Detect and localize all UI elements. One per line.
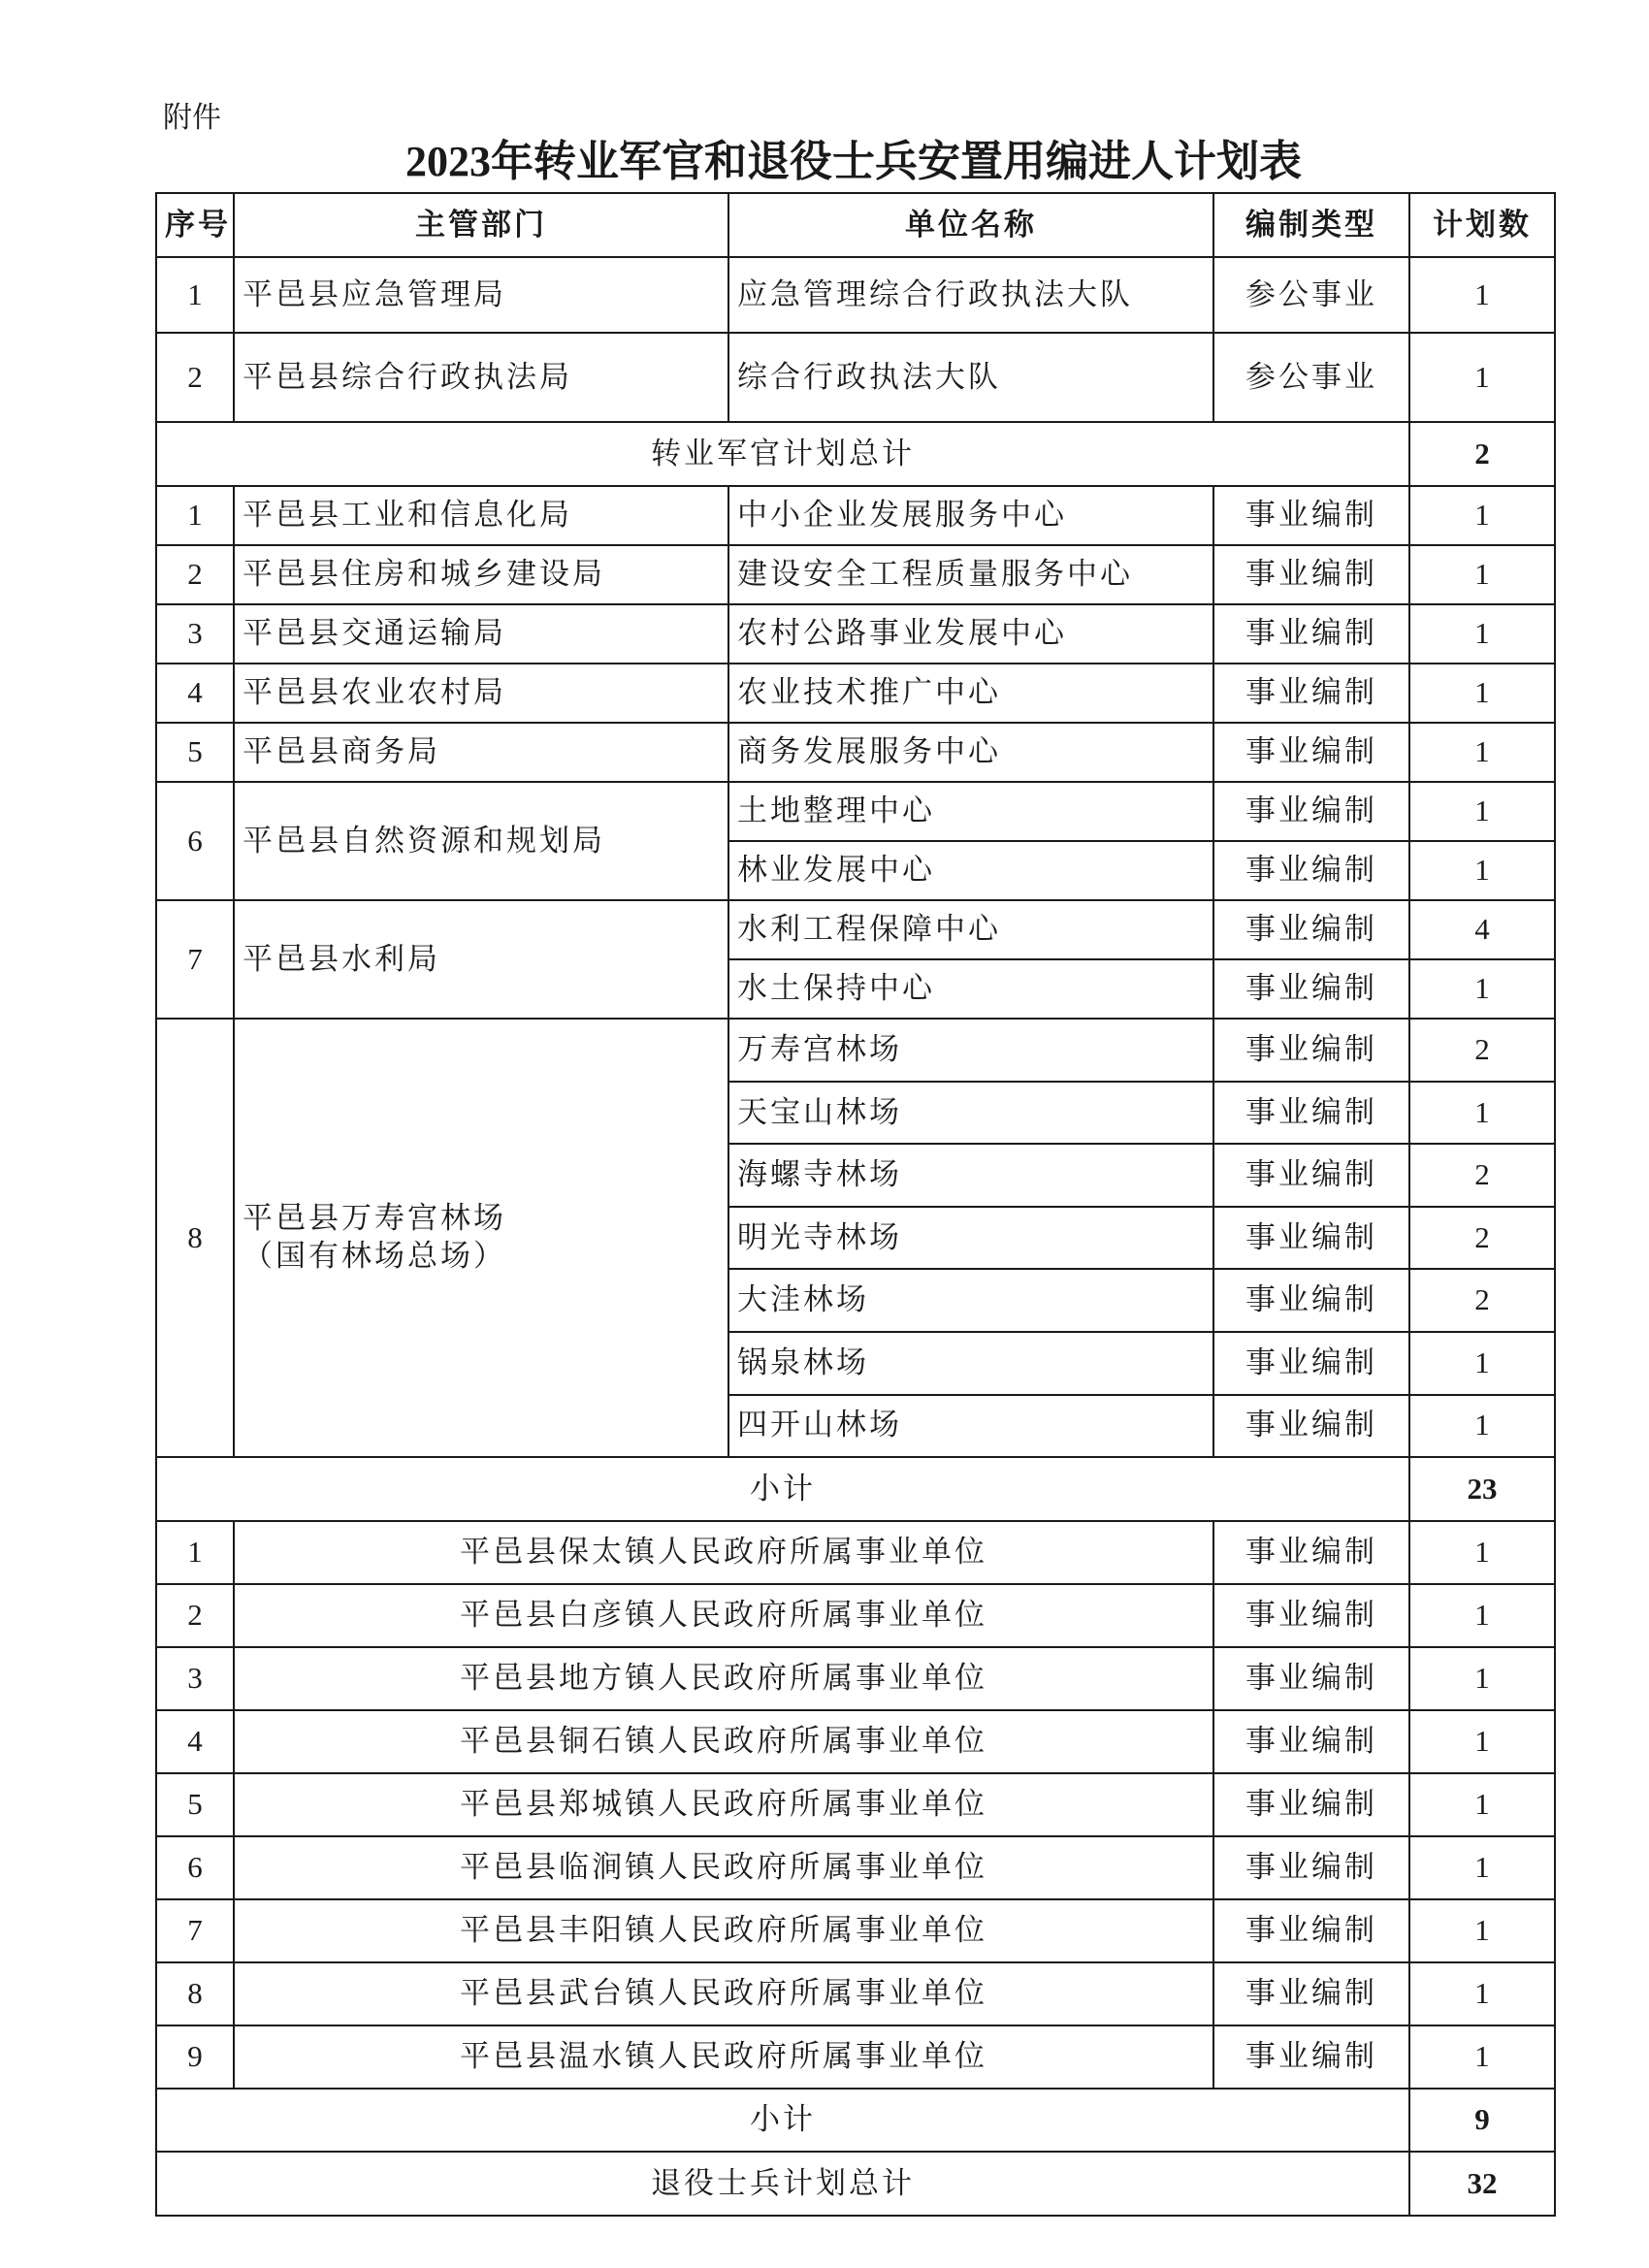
row-unit: 海螺寺林场 [728,1144,1213,1207]
row-type: 事业编制 [1213,1710,1409,1773]
table-row [156,1899,1555,1962]
subtotal-value: 9 [1409,2089,1555,2152]
row-count: 1 [1409,723,1555,782]
row-seq: 1 [156,1521,234,1584]
row-unit: 平邑县温水镇人民政府所属事业单位 [234,2025,1213,2089]
row-count: 2 [1409,1019,1555,1082]
row-count: 1 [1409,1082,1555,1145]
row-type: 事业编制 [1213,1144,1409,1207]
row-count: 1 [1409,1899,1555,1962]
row-count: 1 [1409,1395,1555,1458]
header-type: 编制类型 [1213,193,1409,257]
row-seq: 7 [156,1899,234,1962]
total-row [156,2152,1555,2216]
officers-total-label: 转业军官计划总计 [156,422,1409,486]
row-count: 1 [1409,1647,1555,1710]
row-unit: 大洼林场 [728,1269,1213,1332]
row-dept [234,782,728,900]
row-seq: 1 [156,257,234,333]
row-count: 2 [1409,1207,1555,1270]
row-type: 事业编制 [1213,959,1409,1019]
table-row [156,1019,1555,1082]
soldiers-total-value: 32 [1409,2152,1555,2216]
subtotal-row [156,1457,1555,1521]
row-unit: 土地整理中心 [728,782,1213,841]
row-unit: 平邑县武台镇人民政府所属事业单位 [234,1962,1213,2025]
row-type: 事业编制 [1213,1836,1409,1899]
dept-name: 平邑县交通运输局 [242,616,506,652]
table-row [156,900,1555,959]
row-type: 事业编制 [1213,1521,1409,1584]
row-unit: 平邑县铜石镇人民政府所属事业单位 [234,1710,1213,1773]
row-dept: 平邑县综合行政执法局 [234,333,728,422]
row-seq: 5 [156,1773,234,1836]
table-row [156,486,1555,545]
dept-name: 平邑县万寿宫林场 [242,1201,506,1237]
row-type: 事业编制 [1213,486,1409,545]
row-type: 参公事业 [1213,333,1409,422]
row-dept [234,664,728,723]
row-count: 2 [1409,1269,1555,1332]
table-row [156,664,1555,723]
plan-table [155,192,1556,2217]
row-unit: 商务发展服务中心 [728,723,1213,782]
row-seq: 3 [156,1647,234,1710]
table-header-row [156,193,1555,257]
table-row [156,782,1555,841]
row-count: 1 [1409,1521,1555,1584]
row-count: 1 [1409,959,1555,1019]
row-dept [234,900,728,1019]
row-count: 1 [1409,604,1555,664]
table-row [156,1773,1555,1836]
row-type: 事业编制 [1213,900,1409,959]
row-type: 事业编制 [1213,1584,1409,1647]
row-count: 1 [1409,1962,1555,2025]
row-type: 事业编制 [1213,1332,1409,1395]
row-count: 1 [1409,1710,1555,1773]
row-type: 事业编制 [1213,664,1409,723]
row-count: 1 [1409,1773,1555,1836]
row-seq: 9 [156,2025,234,2089]
attachment-label: 附件 [163,101,221,135]
row-dept [234,723,728,782]
table-row [156,1584,1555,1647]
dept-name: 平邑县商务局 [242,734,440,770]
table-row [156,545,1555,604]
row-seq: 4 [156,1710,234,1773]
row-count: 1 [1409,1332,1555,1395]
row-type: 事业编制 [1213,782,1409,841]
row-unit: 农村公路事业发展中心 [728,604,1213,664]
dept-name: 平邑县住房和城乡建设局 [242,557,605,593]
subtotal-row [156,2089,1555,2152]
row-unit: 中小企业发展服务中心 [728,486,1213,545]
row-seq: 2 [156,333,234,422]
row-count: 1 [1409,333,1555,422]
row-dept [234,604,728,664]
table-row [156,257,1555,333]
row-seq: 6 [156,1836,234,1899]
row-type: 事业编制 [1213,1395,1409,1458]
row-unit: 水土保持中心 [728,959,1213,1019]
dept-name: 平邑县自然资源和规划局 [242,823,605,859]
row-type: 事业编制 [1213,723,1409,782]
row-unit: 建设安全工程质量服务中心 [728,545,1213,604]
row-count: 4 [1409,900,1555,959]
officers-total-value: 2 [1409,422,1555,486]
header-dept: 主管部门 [234,193,728,257]
row-seq: 5 [156,723,234,782]
row-unit: 应急管理综合行政执法大队 [728,257,1213,333]
row-unit: 四开山林场 [728,1395,1213,1458]
subtotal-value: 23 [1409,1457,1555,1521]
row-count: 1 [1409,1584,1555,1647]
row-unit: 水利工程保障中心 [728,900,1213,959]
row-unit: 综合行政执法大队 [728,333,1213,422]
row-unit: 明光寺林场 [728,1207,1213,1270]
row-type: 事业编制 [1213,841,1409,900]
row-unit: 平邑县丰阳镇人民政府所属事业单位 [234,1899,1213,1962]
row-type: 事业编制 [1213,1207,1409,1270]
table-row [156,1647,1555,1710]
row-unit: 万寿宫林场 [728,1019,1213,1082]
row-count: 1 [1409,782,1555,841]
row-unit: 平邑县郑城镇人民政府所属事业单位 [234,1773,1213,1836]
row-type: 事业编制 [1213,1019,1409,1082]
row-type: 事业编制 [1213,1962,1409,2025]
row-type: 事业编制 [1213,1773,1409,1836]
row-unit: 平邑县保太镇人民政府所属事业单位 [234,1521,1213,1584]
row-count: 1 [1409,257,1555,333]
table-row [156,1710,1555,1773]
table-row [156,333,1555,422]
row-unit: 锅泉林场 [728,1332,1213,1395]
row-seq: 1 [156,486,234,545]
table-row [156,604,1555,664]
row-unit: 平邑县临涧镇人民政府所属事业单位 [234,1836,1213,1899]
row-seq: 2 [156,1584,234,1647]
row-count: 1 [1409,2025,1555,2089]
row-seq: 2 [156,545,234,604]
row-seq: 8 [156,1962,234,2025]
row-count: 1 [1409,841,1555,900]
row-seq: 8 [156,1019,234,1457]
row-seq: 6 [156,782,234,900]
row-type: 事业编制 [1213,1269,1409,1332]
row-dept [234,486,728,545]
row-seq: 3 [156,604,234,664]
row-count: 1 [1409,545,1555,604]
row-type: 事业编制 [1213,1899,1409,1962]
row-count: 1 [1409,664,1555,723]
row-type: 事业编制 [1213,604,1409,664]
row-dept: 平邑县应急管理局 [234,257,728,333]
row-type: 参公事业 [1213,257,1409,333]
table-row [156,1521,1555,1584]
row-count: 1 [1409,486,1555,545]
row-type: 事业编制 [1213,545,1409,604]
total-row [156,422,1555,486]
dept-name: 平邑县农业农村局 [242,675,506,711]
subtotal-label: 小计 [156,2089,1409,2152]
row-type: 事业编制 [1213,1647,1409,1710]
table-row [156,2025,1555,2089]
row-dept [234,545,728,604]
page-title: 2023年转业军官和退役士兵安置用编进人计划表 [405,138,1302,185]
dept-subtitle: （国有林场总场） [242,1239,506,1275]
table-row [156,1962,1555,2025]
row-type: 事业编制 [1213,2025,1409,2089]
row-seq: 7 [156,900,234,1019]
row-type: 事业编制 [1213,1082,1409,1145]
header-count: 计划数 [1409,193,1555,257]
dept-name: 平邑县水利局 [242,941,440,977]
row-unit: 天宝山林场 [728,1082,1213,1145]
row-unit: 农业技术推广中心 [728,664,1213,723]
row-seq: 4 [156,664,234,723]
row-unit: 林业发展中心 [728,841,1213,900]
table-row [156,1836,1555,1899]
soldiers-total-label: 退役士兵计划总计 [156,2152,1409,2216]
table-row [156,723,1555,782]
subtotal-label: 小计 [156,1457,1409,1521]
row-unit: 平邑县地方镇人民政府所属事业单位 [234,1647,1213,1710]
row-dept [234,1019,728,1457]
row-count: 1 [1409,1836,1555,1899]
header-unit: 单位名称 [728,193,1213,257]
row-unit: 平邑县白彦镇人民政府所属事业单位 [234,1584,1213,1647]
row-count: 2 [1409,1144,1555,1207]
header-seq: 序号 [156,193,234,257]
dept-name: 平邑县工业和信息化局 [242,498,572,534]
